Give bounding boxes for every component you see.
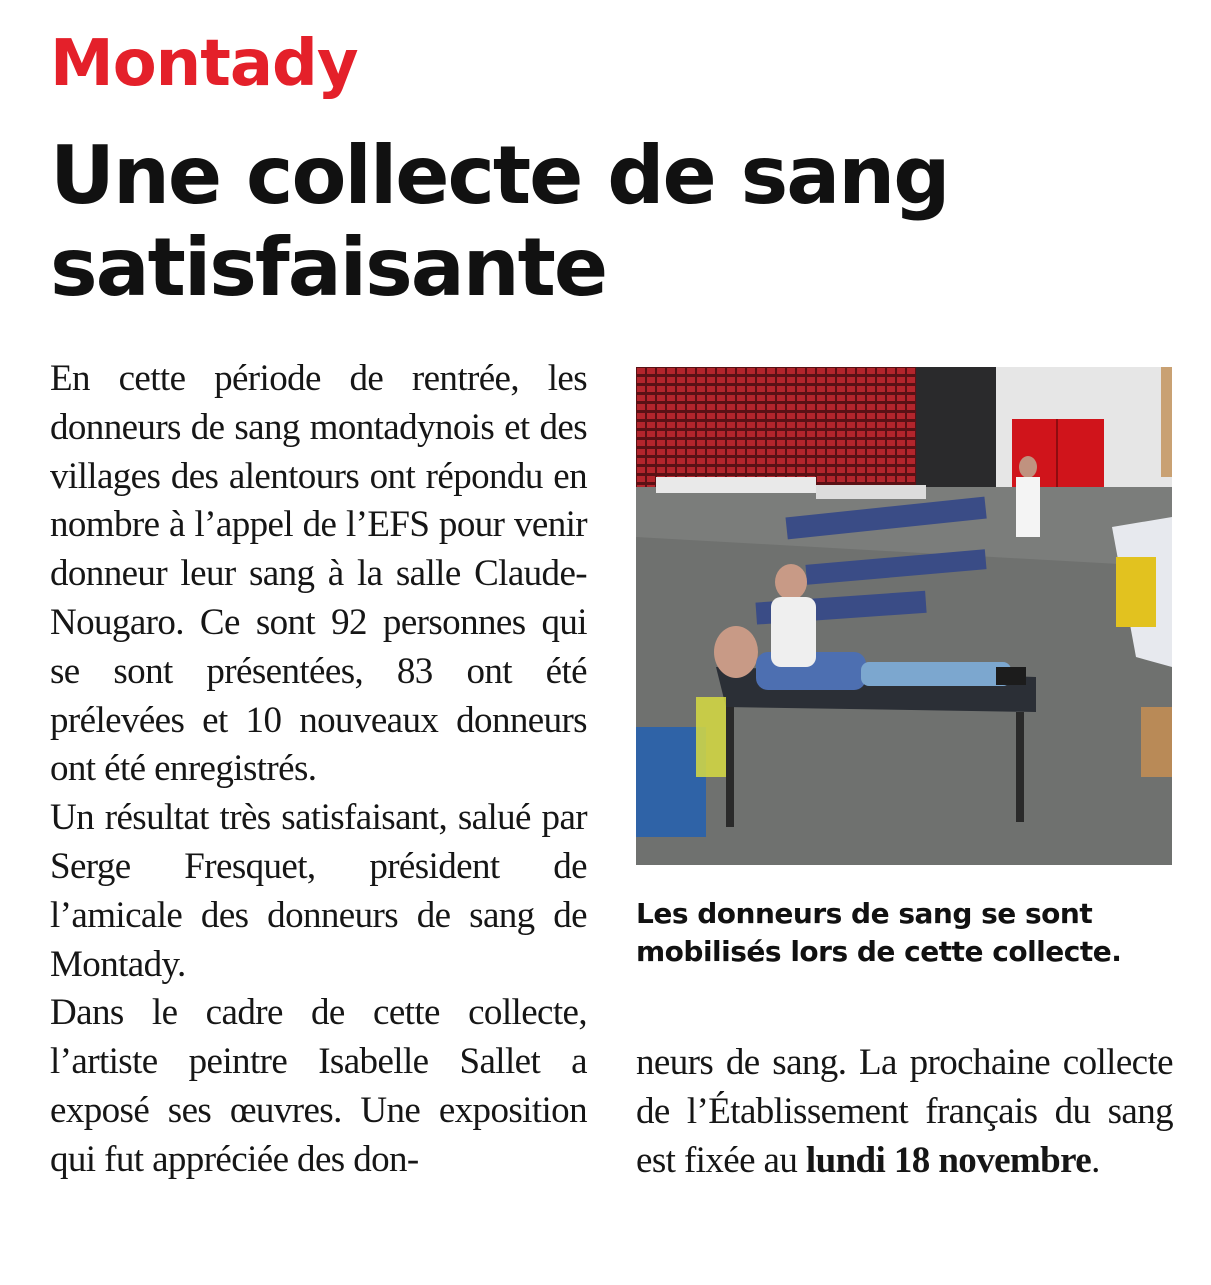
headline-line-2: satisfaisante: [50, 221, 607, 314]
headline-line-1: Une collecte de sang: [50, 129, 949, 222]
headline: [50, 130, 1150, 314]
paragraph-result: Un résultat très satisfaisant, salué par Serge Fresquet, président de l’amicale des donneurs de sang de Montady.: [50, 797, 587, 985]
closing-punctuation: .: [1091, 1139, 1100, 1181]
photo-caption: Les donneurs de sang se sont mobilisés lors de cette collecte.: [636, 897, 1122, 968]
article-column-left: [50, 355, 587, 1185]
section-kicker: Montady: [50, 27, 358, 101]
article-column-right: [636, 1039, 1173, 1185]
article-photo: [636, 367, 1172, 865]
next-collection-text: neurs de sang. La prochaine collecte de l’Établissement français du sang est fixée au: [636, 1042, 1173, 1181]
paragraph-intro: En cette période de rentrée, les donneurs de sang montadynois et des villages des alentours ont répondu en nombre à l’appel de l’EFS pour venir donneur leur sang à la salle Claude-Nougaro. Ce sont 92 personnes qui se sont présentées, 83 ont été prélevées et 10 nouveaux donneurs ont été enregistrés.: [50, 358, 587, 790]
paragraph-exhibition: Dans le cadre de cette collecte, l’artiste peintre Isabelle Sallet a exposé ses œuvres. Une exposition qui fut appréciée des don-: [50, 992, 587, 1180]
paragraph-next-collection: [636, 1039, 1173, 1185]
next-collection-date: lundi 18 novembre: [805, 1139, 1092, 1181]
blood-donation-photo: [636, 367, 1172, 865]
